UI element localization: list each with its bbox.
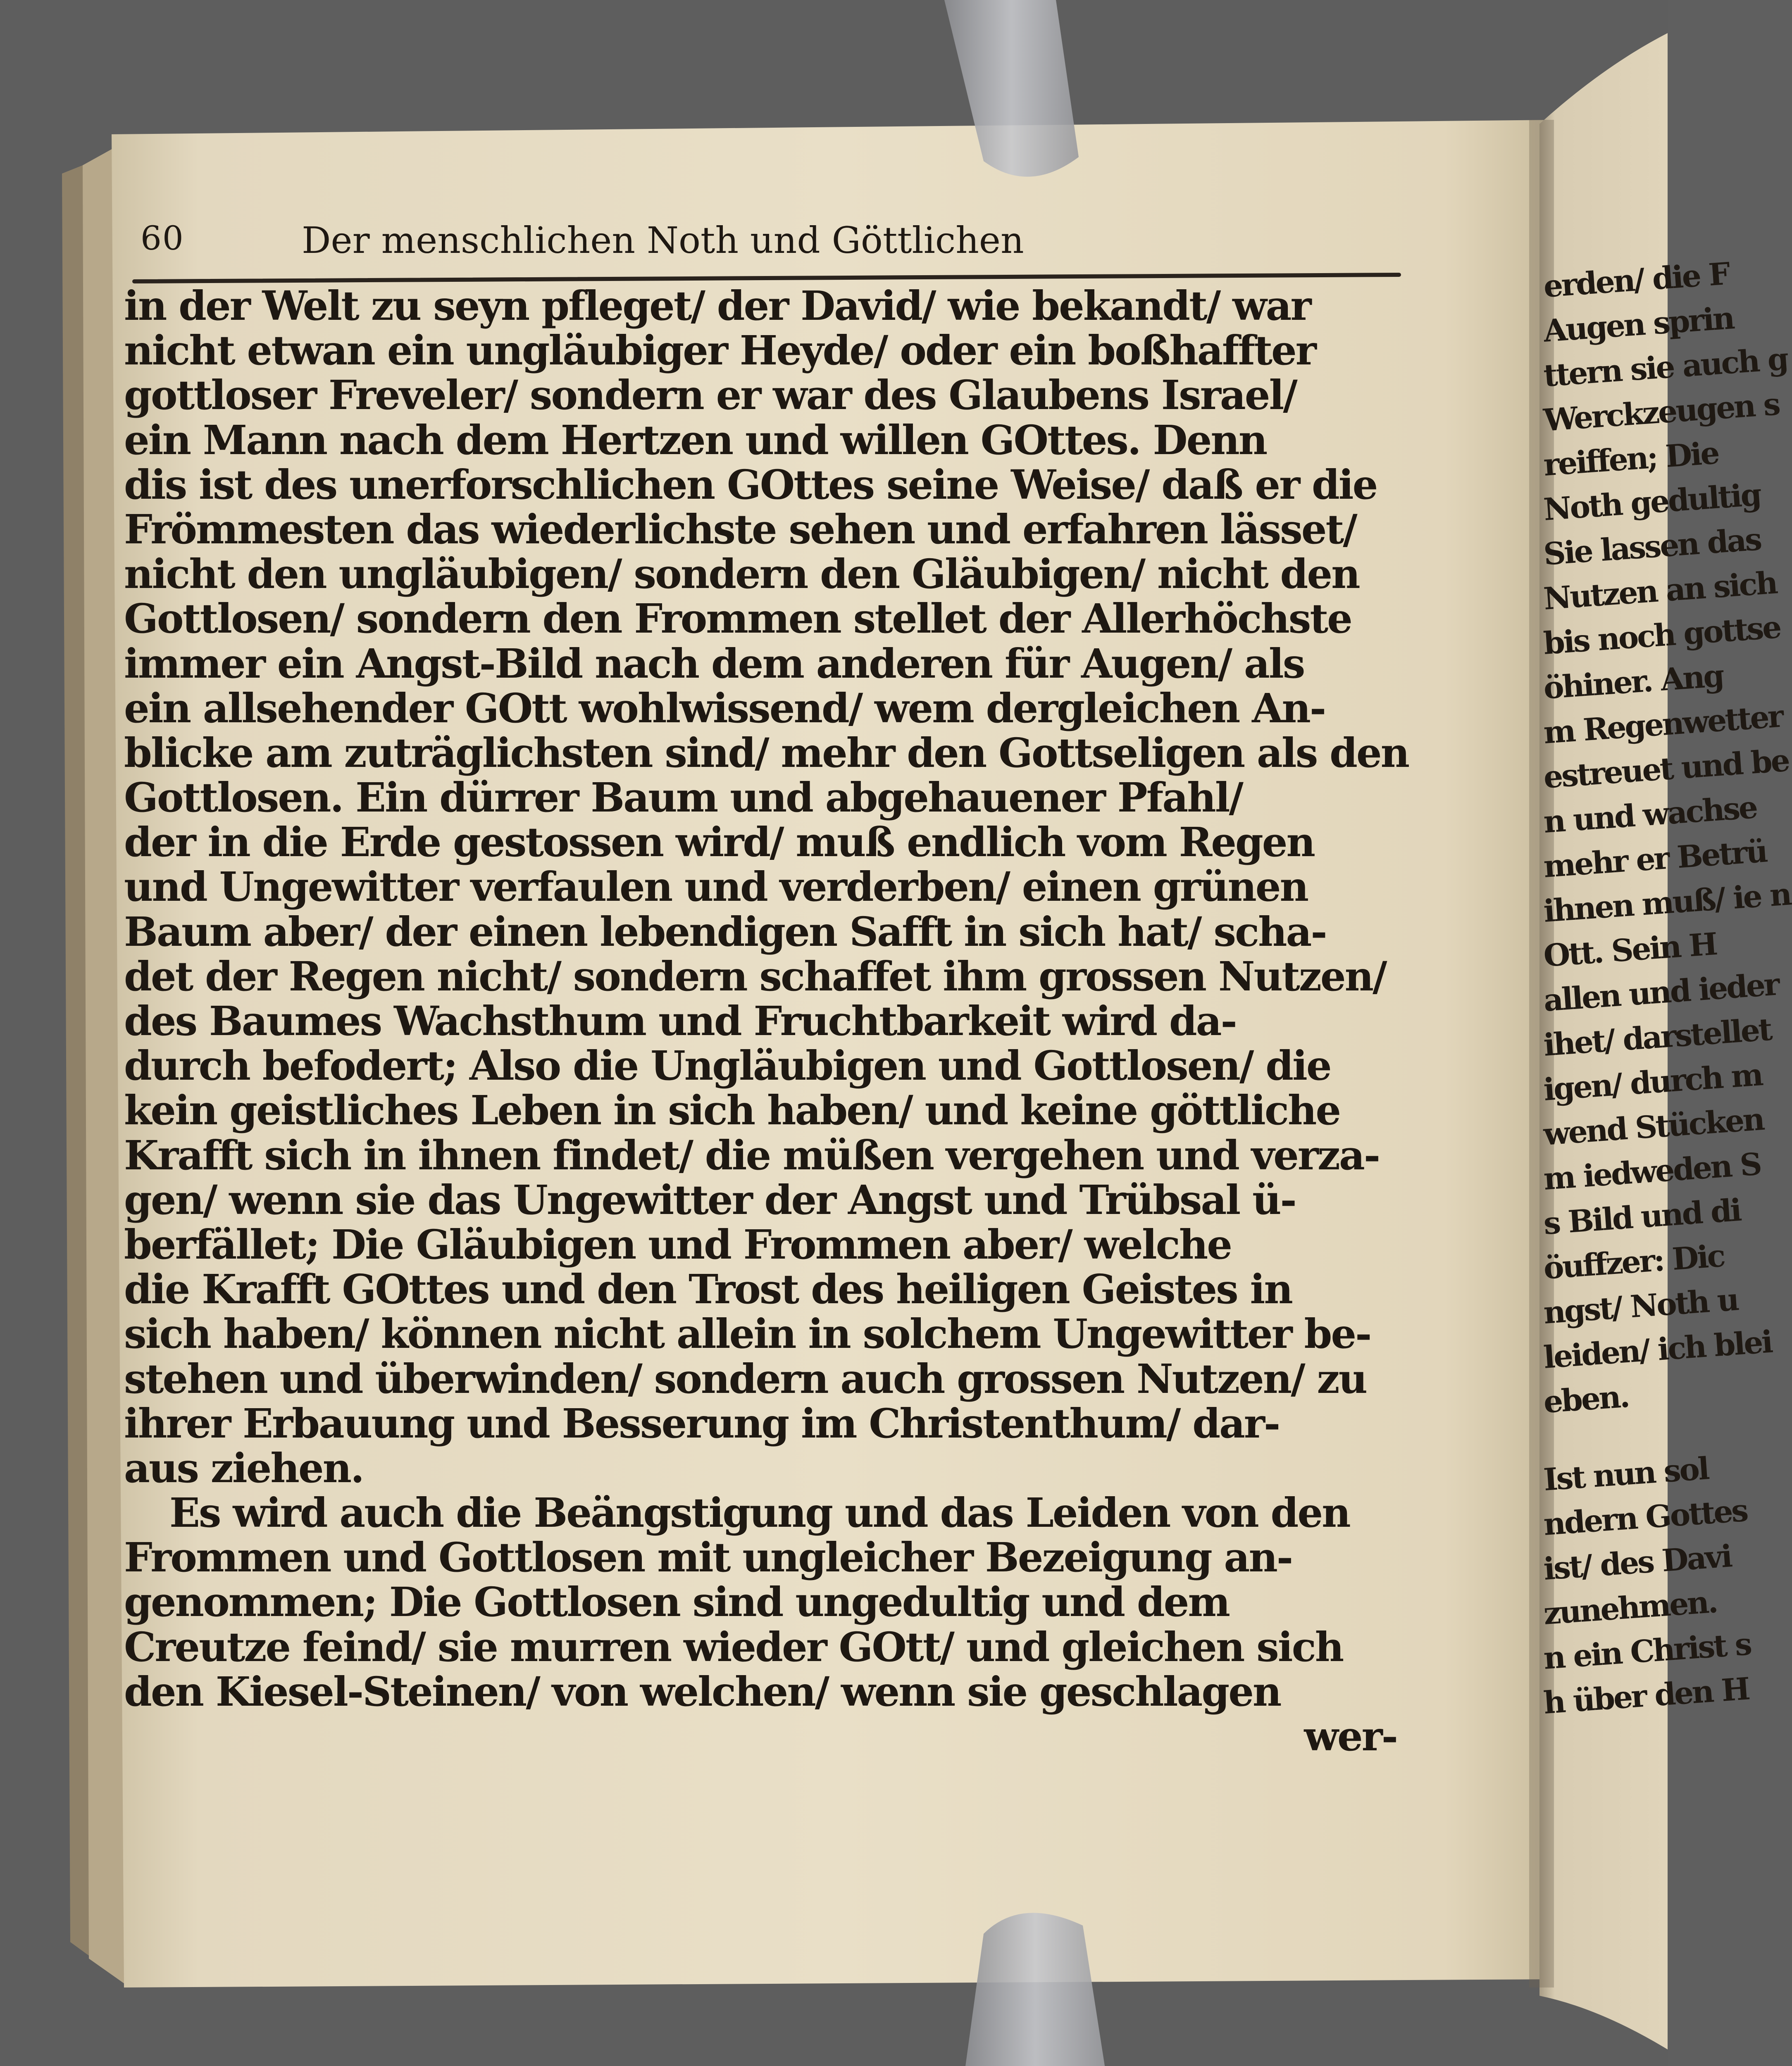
opposite-line: bis noch gottse xyxy=(1542,609,1781,662)
text-line: sich haben/ können nicht allein in solchem Ungewitter be- xyxy=(124,1310,1371,1358)
text-line: Frommen und Gottlosen mit ungleicher Bezeigung an- xyxy=(124,1534,1292,1581)
opposite-line: ttern sie auch g xyxy=(1542,341,1789,394)
text-line: Krafft sich in ihnen findet/ die müßen vergehen und verza- xyxy=(124,1131,1380,1179)
page-number: 60 xyxy=(141,219,184,257)
opposite-line: erden/ die F xyxy=(1542,256,1730,305)
opposite-line: n und wachse xyxy=(1542,790,1758,840)
text-line: in der Welt zu seyn pfleget/ der David/ wie bekandt/ war xyxy=(124,282,1311,329)
text-line: dis ist des unerforschlichen GOttes seine Weise/ daß er die xyxy=(124,461,1377,508)
text-line: Gottlosen. Ein dürrer Baum und abgehauener Pfahl/ xyxy=(124,774,1242,821)
opposite-line: ihet/ darstellet xyxy=(1542,1012,1772,1063)
opposite-line: wend Stücken xyxy=(1542,1101,1765,1152)
text-line: Gottlosen/ sondern den Frommen stellet der Allerhöchste xyxy=(124,595,1351,643)
text-line: gen/ wenn sie das Ungewitter der Angst und Trübsal ü- xyxy=(124,1176,1296,1223)
text-line: det der Regen nicht/ sondern schaffet ihm grossen Nutzen/ xyxy=(124,952,1386,1000)
opposite-line: ihnen muß/ ie n xyxy=(1542,876,1792,929)
text-line: des Baumes Wachsthum und Fruchtbarkeit wird da- xyxy=(124,997,1236,1045)
text-line: ihrer Erbauung und Besserung im Christenthum/ dar- xyxy=(124,1400,1280,1447)
opposite-line: m iedweden S xyxy=(1542,1146,1762,1197)
opposite-line: h über den H xyxy=(1542,1671,1750,1721)
text-line: nicht etwan ein ungläubiger Heyde/ oder ein boßhaffter xyxy=(124,327,1315,374)
opposite-line: öuffzer: Dic xyxy=(1542,1238,1725,1286)
text-line: stehen und überwinden/ sondern auch grossen Nutzen/ zu xyxy=(124,1355,1367,1402)
opposite-line: öhiner. Ang xyxy=(1542,658,1724,706)
text-line: kein geistliches Leben in sich haben/ und keine göttliche xyxy=(124,1087,1340,1134)
text-line: ein allsehender GOtt wohlwissend/ wem dergleichen An- xyxy=(124,684,1325,732)
opposite-line: m Regenwetter xyxy=(1542,698,1784,751)
opposite-page-text xyxy=(1542,256,1792,1726)
page-header xyxy=(124,211,1397,281)
opposite-line: Werckzeugen s xyxy=(1542,386,1780,438)
opposite-line: igen/ durch m xyxy=(1542,1057,1763,1108)
text-line: berfället; Die Gläubigen und Frommen aber/ welche xyxy=(124,1221,1231,1268)
body-text xyxy=(124,282,1409,1760)
text-line: Creutze feind/ sie murren wieder GOtt/ und gleichen sich xyxy=(124,1623,1343,1671)
opposite-line: Noth gedultig xyxy=(1542,477,1761,528)
opposite-line: n ein Christ s xyxy=(1542,1626,1752,1676)
opposite-line: estreuet und be xyxy=(1542,743,1790,795)
text-line: ein Mann nach dem Hertzen und willen GOttes. Denn xyxy=(124,416,1267,464)
text-line: Baum aber/ der einen lebendigen Safft in sich hat/ scha- xyxy=(124,908,1326,955)
text-line: nicht den ungläubigen/ sondern den Gläubigen/ nicht den xyxy=(124,550,1359,598)
page-text-block xyxy=(124,211,1409,1760)
paragraph-start-line: Es wird auch die Beängstigung und das Leiden von den xyxy=(169,1489,1350,1537)
running-head: Der menschlichen Noth und Göttlichen xyxy=(302,219,1024,262)
opposite-line: allen und ieder xyxy=(1542,966,1780,1019)
opposite-line: mehr er Betrü xyxy=(1542,833,1768,885)
opposite-line: Augen sprin xyxy=(1542,300,1735,349)
text-line: den Kiesel-Steinen/ von welchen/ wenn sie geschlagen xyxy=(124,1668,1281,1715)
opposite-line: ist/ des Davi xyxy=(1542,1538,1732,1587)
text-line: blicke am zuträglichsten sind/ mehr den Gottseligen als den xyxy=(124,729,1409,776)
opposite-line: ndern Gottes xyxy=(1542,1492,1748,1542)
text-line: der in die Erde gestossen wird/ muß endlich vom Regen xyxy=(124,819,1315,866)
text-line: die Krafft GOttes und den Trost des heiligen Geistes in xyxy=(124,1266,1292,1313)
text-line: aus ziehen. xyxy=(124,1444,363,1492)
opposite-line: Sie lassen das xyxy=(1542,521,1762,572)
text-line: Frömmesten das wiederlichste sehen und erfahren lässet/ xyxy=(124,505,1356,553)
opposite-line: zunehmen. xyxy=(1542,1584,1718,1632)
text-line: gottloser Freveler/ sondern er war des Glaubens Israel/ xyxy=(124,371,1296,419)
opposite-line: ngst/ Noth u xyxy=(1542,1282,1739,1331)
text-line: durch befodert; Also die Ungläubigen und Gottlosen/ die xyxy=(124,1042,1331,1090)
opposite-line: Ist nun sol xyxy=(1542,1451,1709,1498)
opposite-line: Ott. Sein H xyxy=(1542,926,1718,974)
text-line: und Ungewitter verfaulen und verderben/ einen grünen xyxy=(124,863,1308,911)
opposite-line: leiden/ ich blei xyxy=(1542,1324,1773,1376)
opposite-line: eben. xyxy=(1542,1378,1630,1420)
opposite-line: s Bild und di xyxy=(1542,1192,1742,1242)
text-line: genommen; Die Gottlosen sind ungedultig und dem xyxy=(124,1578,1230,1626)
text-line: immer ein Angst-Bild nach dem anderen für Augen/ als xyxy=(124,640,1304,687)
opposite-line: reiffen; Die xyxy=(1542,435,1720,483)
opposite-line: Nutzen an sich xyxy=(1542,565,1778,617)
catchword: wer- xyxy=(1304,1713,1397,1760)
